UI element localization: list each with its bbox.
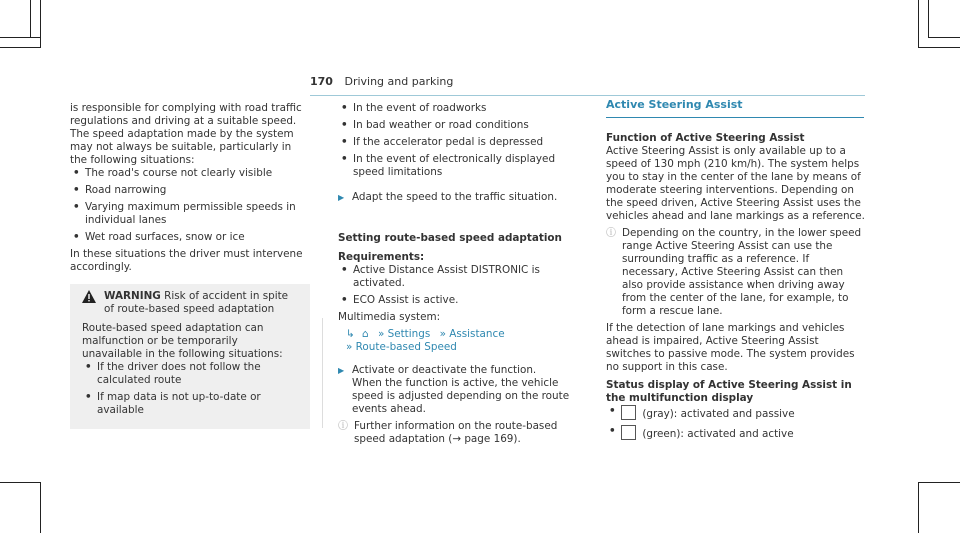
list-item: • If the accelerator pedal is depressed: [338, 136, 588, 149]
step-detail: When the function is active, the vehicle speed is adjusted depending on the route events ahead.: [352, 377, 570, 415]
path-assistance: Assistance: [449, 328, 505, 340]
menu-path: [338, 328, 588, 354]
requirements-list: [338, 264, 588, 307]
warning-triangle-icon: [82, 290, 96, 303]
intro-paragraph: is responsible for complying with road traffic regulations and driving at a suitable speed.: [70, 102, 302, 127]
info-icon: ⓘ: [338, 421, 348, 432]
list-item: • Wet road surfaces, snow or ice: [70, 231, 310, 244]
status-text: (green): activated and active: [642, 428, 794, 440]
status-heading: Status display of Active Steering Assist in the multifunction display: [606, 379, 852, 404]
note-text: Depending on the country, in the lower speed range Active Steering Assist can use the surrounding traffic as a reference. If necessary, Active Steering Assist can then also provide assistance when driving away from the center of the lane, for example, to form a rescue lane.: [622, 227, 862, 317]
chapter-title: Driving and parking: [344, 75, 454, 88]
intro-paragraph: The speed adaptation made by the system may not always be suitable, particularly in the following situations:: [70, 128, 294, 166]
crop-mark: [918, 482, 960, 483]
column-3: [606, 98, 866, 445]
header-rule: [310, 95, 865, 96]
crop-mark: [30, 0, 31, 38]
crop-mark: [918, 482, 919, 533]
path-route-speed: Route-based Speed: [355, 341, 457, 353]
warning-header: [82, 290, 300, 316]
steering-assist-icon: [621, 405, 636, 420]
function-paragraph: Active Steering Assist is only available up to a speed of 130 mph (210 km/h). The system helps you to stay in the center of the lane by means of moderate steering interventions. Depending on the speed driven, Active Steering Assist uses the vehicles ahead and lane markings as a reference.: [606, 145, 865, 222]
list-item: [606, 405, 866, 421]
list-item: • In bad weather or road conditions: [338, 119, 588, 132]
info-icon: ⓘ: [606, 228, 616, 239]
list-item: • Active Distance Assist DISTRONIC is activated.: [338, 264, 588, 290]
crop-mark: [40, 0, 41, 48]
list-item: • In the event of electronically displayed speed limitations: [338, 153, 588, 179]
crop-mark: [0, 37, 40, 38]
impaired-paragraph: If the detection of lane markings and vehicles ahead is impaired, Active Steering Assist switches to passive mode. The system provides no support in this case.: [606, 322, 855, 373]
page-header: [310, 75, 453, 88]
steering-assist-icon: [621, 425, 636, 440]
list-item: • The road's course not clearly visible: [70, 167, 310, 180]
list-item: • If map data is not up-to-date or available: [82, 391, 300, 417]
function-heading: Function of Active Steering Assist: [606, 132, 805, 144]
column-1: [70, 102, 310, 429]
path-settings: Settings: [387, 328, 431, 340]
requirements-label: Requirements:: [338, 251, 425, 263]
crop-mark: [40, 482, 41, 533]
crop-mark: [918, 47, 960, 48]
outro-paragraph: In these situations the driver must intervene accordingly.: [70, 248, 303, 273]
chevron-right-icon: »: [346, 341, 353, 353]
list-item: • If the driver does not follow the calculated route: [82, 361, 300, 387]
warning-body: Route-based speed adaptation can malfunction or be temporarily unavailable in the following situations:: [82, 322, 283, 360]
section-title: Active Steering Assist: [606, 98, 864, 118]
instruction-step: [338, 364, 588, 416]
step-text: Activate or deactivate the function.: [352, 364, 537, 376]
status-list: [606, 405, 866, 441]
list-item: • Road narrowing: [70, 184, 310, 197]
step-arrow-icon: ▶: [338, 193, 345, 202]
crop-mark: [0, 47, 40, 48]
warning-box: [70, 284, 310, 429]
step-arrow-icon: ▶: [338, 366, 345, 375]
crop-mark: [0, 482, 40, 483]
column-divider: [322, 318, 323, 428]
crop-mark: [918, 0, 919, 48]
condition-list: [338, 102, 588, 179]
chevron-right-icon: »: [377, 328, 385, 340]
list-item: [606, 425, 866, 441]
note-text: Further information on the route-based speed adaptation (→ page 169).: [354, 420, 558, 445]
instruction-step: [338, 191, 588, 204]
multimedia-label: Multimedia system:: [338, 311, 441, 323]
column-2: [338, 102, 588, 450]
chevron-right-icon: »: [439, 328, 446, 340]
list-item: • ECO Assist is active.: [338, 294, 588, 307]
info-note: [338, 420, 588, 446]
info-note: [606, 227, 866, 318]
crop-mark: [928, 0, 929, 38]
section-heading: Setting route-based speed adaptation: [338, 232, 562, 244]
home-icon: ⌂: [362, 328, 369, 340]
list-item: • Varying maximum permissible speeds in individual lanes: [70, 201, 310, 227]
crop-mark: [928, 37, 960, 38]
step-text: Adapt the speed to the traffic situation.: [352, 191, 558, 203]
status-text: (gray): activated and passive: [642, 408, 795, 420]
path-arrow-icon: ↳: [346, 328, 355, 340]
warning-list: [82, 361, 300, 417]
warning-label: WARNING: [104, 290, 161, 302]
list-item: • In the event of roadworks: [338, 102, 588, 115]
situation-list: [70, 167, 310, 244]
page-number: 170: [310, 75, 333, 88]
warning-title: Risk of accident in spite of route-based speed adaptation: [104, 290, 289, 315]
